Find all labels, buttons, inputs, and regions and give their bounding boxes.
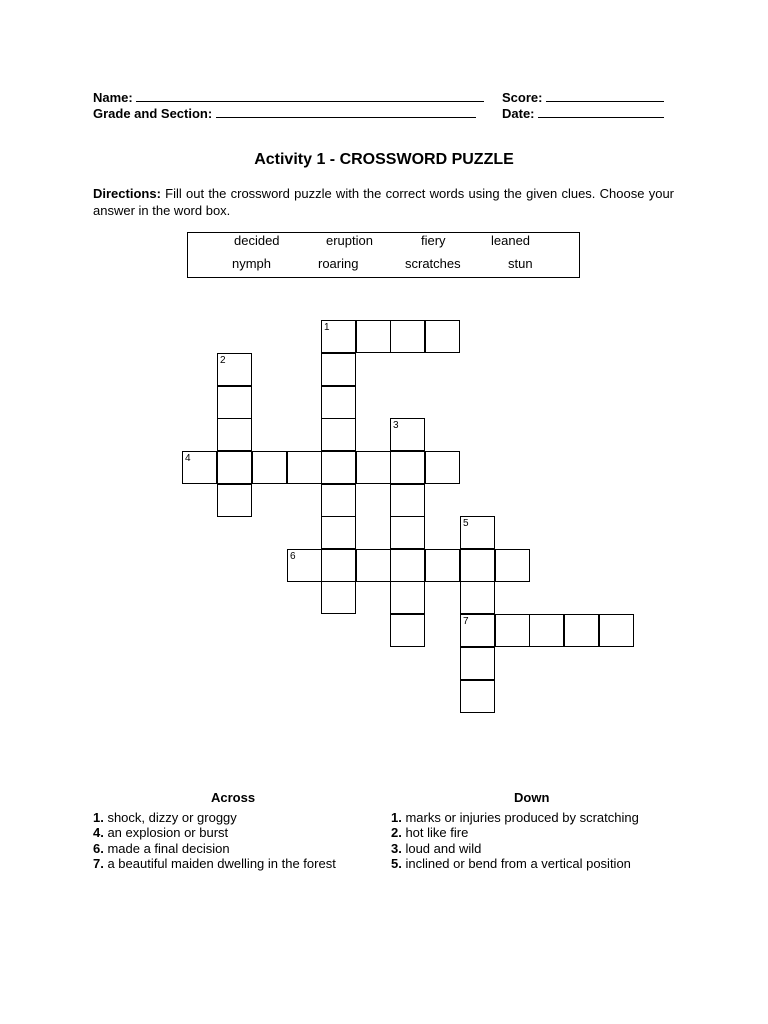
across-clue	[93, 810, 237, 825]
date-field[interactable]	[502, 104, 664, 121]
name-blank[interactable]	[136, 88, 484, 102]
clue-text: hot like fire	[401, 825, 469, 840]
crossword-cell[interactable]	[321, 451, 356, 484]
crossword-cell[interactable]	[321, 353, 356, 386]
clue-number-label: 4	[185, 453, 191, 464]
crossword-cell[interactable]	[390, 581, 425, 614]
crossword-cell[interactable]	[217, 386, 252, 419]
clue-number-label: 2	[220, 355, 226, 366]
word-box	[187, 232, 580, 278]
crossword-cell[interactable]	[321, 418, 356, 451]
word-box-word: leaned	[491, 233, 531, 248]
score-blank[interactable]	[546, 88, 664, 102]
word-box-word: fiery	[421, 233, 446, 248]
clue-text: marks or injuries produced by scratching	[401, 810, 639, 825]
word-box-word: nymph	[232, 256, 272, 271]
down-clue	[391, 825, 468, 840]
crossword-cell[interactable]	[356, 451, 391, 484]
word-box-word: decided	[234, 233, 280, 248]
crossword-cell[interactable]	[495, 549, 530, 582]
directions	[93, 185, 674, 219]
clue-text: inclined or bend from a vertical position	[401, 856, 631, 871]
clue-number: 2.	[391, 825, 402, 840]
crossword-cell[interactable]	[321, 484, 356, 517]
grade-section-field[interactable]	[93, 104, 476, 121]
word-box-word: eruption	[326, 233, 373, 248]
word-box-word: roaring	[318, 256, 359, 271]
score-field[interactable]	[502, 88, 664, 105]
crossword-cell[interactable]	[460, 614, 495, 647]
crossword-cell[interactable]	[460, 549, 495, 582]
crossword-cell[interactable]	[356, 549, 391, 582]
crossword-cell[interactable]	[390, 320, 425, 353]
date-label: Date:	[502, 106, 535, 121]
crossword-cell[interactable]	[425, 320, 460, 353]
clue-number: 7.	[93, 856, 104, 871]
clue-number: 4.	[93, 825, 104, 840]
clue-number-label: 6	[290, 551, 296, 562]
clue-number: 5.	[391, 856, 402, 871]
crossword-cell[interactable]	[252, 451, 287, 484]
crossword-cell[interactable]	[390, 516, 425, 549]
page-title: Activity 1 - CROSSWORD PUZZLE	[254, 151, 514, 168]
crossword-cell[interactable]	[217, 353, 252, 386]
clue-number: 3.	[391, 841, 402, 856]
clue-number-label: 3	[393, 420, 399, 431]
grade-blank[interactable]	[216, 104, 476, 118]
word-box-word: scratches	[405, 256, 461, 271]
clue-text: shock, dizzy or groggy	[103, 810, 237, 825]
crossword-cell[interactable]	[564, 614, 599, 647]
date-blank[interactable]	[538, 104, 664, 118]
name-label: Name:	[93, 90, 133, 105]
clue-number-label: 7	[463, 616, 469, 627]
directions-label: Directions:	[93, 186, 161, 201]
crossword-cell[interactable]	[529, 614, 564, 647]
clue-number-label: 1	[324, 322, 330, 333]
crossword-cell[interactable]	[217, 451, 252, 484]
word-box-word: stun	[508, 256, 533, 271]
down-clue	[391, 810, 639, 825]
crossword-cell[interactable]	[217, 484, 252, 517]
crossword-cell[interactable]	[390, 484, 425, 517]
down-heading: Down	[514, 790, 550, 805]
crossword-cell[interactable]	[425, 549, 460, 582]
crossword-cell[interactable]	[460, 581, 495, 614]
across-clue	[93, 841, 230, 856]
clue-number: 6.	[93, 841, 104, 856]
crossword-cell[interactable]	[390, 451, 425, 484]
crossword-cell[interactable]	[495, 614, 530, 647]
clue-text: made a final decision	[103, 841, 230, 856]
crossword-cell[interactable]	[390, 549, 425, 582]
crossword-cell[interactable]	[390, 614, 425, 647]
crossword-cell[interactable]	[182, 451, 217, 484]
crossword-cell[interactable]	[321, 320, 356, 353]
crossword-cell[interactable]	[321, 516, 356, 549]
directions-text: Fill out the crossword puzzle with the correct words using the given clues. Choose your answer in the word box.	[93, 186, 674, 218]
across-clue	[93, 856, 336, 871]
across-clue	[93, 825, 228, 840]
grade-label: Grade and Section:	[93, 106, 213, 121]
crossword-cell[interactable]	[287, 549, 322, 582]
crossword-cell[interactable]	[321, 549, 356, 582]
crossword-cell[interactable]	[287, 451, 322, 484]
score-label: Score:	[502, 90, 543, 105]
down-clue	[391, 841, 481, 856]
crossword-cell[interactable]	[599, 614, 634, 647]
clue-number-label: 5	[463, 518, 469, 529]
name-field[interactable]	[93, 88, 484, 105]
clue-number: 1.	[93, 810, 104, 825]
crossword-cell[interactable]	[321, 386, 356, 419]
down-clue	[391, 856, 631, 871]
crossword-cell[interactable]	[321, 581, 356, 614]
clue-number: 1.	[391, 810, 402, 825]
clue-text: loud and wild	[401, 841, 482, 856]
crossword-cell[interactable]	[460, 647, 495, 680]
across-heading: Across	[211, 790, 256, 805]
crossword-cell[interactable]	[425, 451, 460, 484]
clue-text: a beautiful maiden dwelling in the forest	[103, 856, 336, 871]
crossword-cell[interactable]	[460, 680, 495, 713]
crossword-cell[interactable]	[460, 516, 495, 549]
crossword-cell[interactable]	[356, 320, 391, 353]
crossword-cell[interactable]	[390, 418, 425, 451]
clue-text: an explosion or burst	[103, 825, 229, 840]
crossword-cell[interactable]	[217, 418, 252, 451]
